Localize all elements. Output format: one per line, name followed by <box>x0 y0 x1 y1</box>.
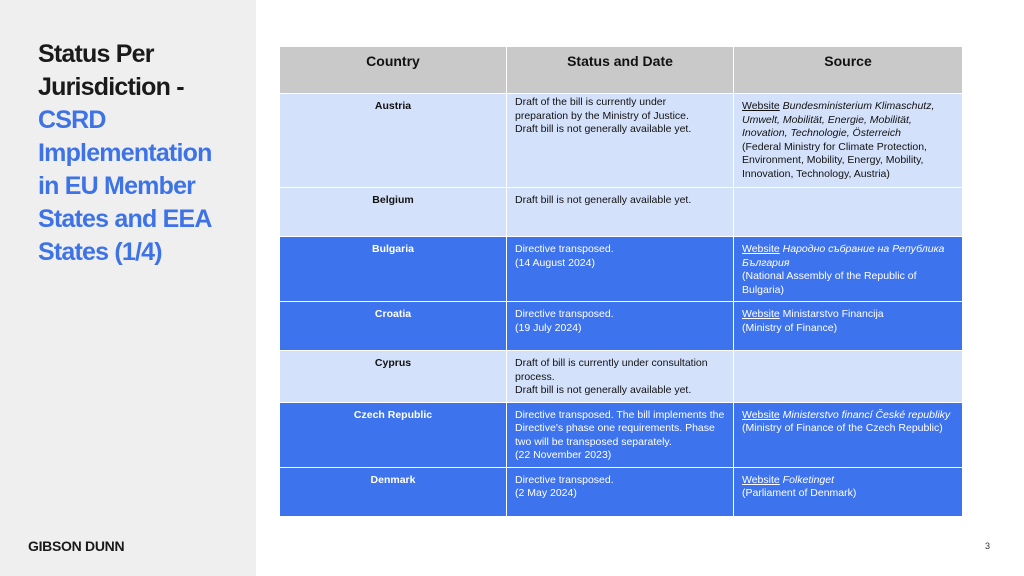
source-cell <box>734 237 963 302</box>
title-line-4: Implementation <box>38 139 212 167</box>
table-header-row <box>280 47 963 94</box>
title-line-6: States and EEA <box>38 205 212 233</box>
source-note: (National Assembly of the Republic of Bulgaria) <box>742 270 917 296</box>
title-line-1: Status Per <box>38 40 154 68</box>
table-row <box>280 402 963 467</box>
status-text: (22 November 2023) <box>515 449 612 461</box>
title-line-3: CSRD <box>38 106 106 134</box>
status-text: Directive transposed. The bill implements the Directive's phase one requirements. Phase two will be transposed separately. <box>515 408 725 448</box>
status-text: Draft bill is not generally available yet. <box>515 384 692 396</box>
source-note: (Ministry of Finance of the Czech Republic) <box>742 422 943 434</box>
jurisdiction-status-table <box>279 46 963 517</box>
table-row <box>280 467 963 516</box>
status-text: preparation by the Ministry of Justice. <box>515 109 689 122</box>
source-link[interactable]: Website <box>742 100 780 112</box>
status-text: Directive transposed. <box>515 308 614 320</box>
table-row <box>280 94 963 188</box>
sidebar-panel <box>0 0 256 576</box>
country-cell: Czech Republic <box>280 402 507 467</box>
source-cell <box>734 94 963 188</box>
table-row <box>280 351 963 403</box>
source-cell <box>734 188 963 237</box>
source-name: Ministerstvo financí České republiky <box>782 408 951 421</box>
country-cell: Denmark <box>280 467 507 516</box>
status-cell <box>507 402 734 467</box>
status-cell <box>507 94 734 188</box>
status-text: Draft of bill is currently under consultation process. <box>515 357 708 383</box>
status-text: Directive transposed. <box>515 473 614 486</box>
status-cell <box>507 351 734 403</box>
source-cell <box>734 467 963 516</box>
status-text: Directive transposed. <box>515 243 614 255</box>
source-note: (Federal Ministry for Climate Protection, Environment, Mobility, Energy, Mobility, Innovation, Technology, Austria) <box>742 140 927 180</box>
status-text: (19 July 2024) <box>515 321 582 334</box>
title-line-5: in EU Member <box>38 172 196 200</box>
table-row <box>280 237 963 302</box>
status-text: (14 August 2024) <box>515 256 595 269</box>
source-note: (Parliament of Denmark) <box>742 487 857 499</box>
status-text: (2 May 2024) <box>515 487 577 499</box>
source-name: Народно събрание на Република България <box>742 243 945 269</box>
source-cell <box>734 402 963 467</box>
page-title <box>38 38 243 269</box>
source-link[interactable]: Website <box>742 243 780 255</box>
source-name: Folketinget <box>782 473 835 486</box>
status-text: Draft of the bill is currently under <box>515 96 667 108</box>
status-text: Draft bill is not generally available yet. <box>515 123 692 135</box>
header-source: Source <box>734 47 963 94</box>
table-row <box>280 302 963 351</box>
country-cell: Croatia <box>280 302 507 351</box>
source-link[interactable]: Website <box>742 308 780 320</box>
source-note: (Ministry of Finance) <box>742 321 838 334</box>
country-cell: Belgium <box>280 188 507 237</box>
source-cell <box>734 351 963 403</box>
source-link[interactable]: Website <box>742 473 780 486</box>
source-cell <box>734 302 963 351</box>
header-country: Country <box>280 47 507 94</box>
header-status: Status and Date <box>507 47 734 94</box>
title-line-7: States (1/4) <box>38 238 162 266</box>
status-cell <box>507 302 734 351</box>
source-link[interactable]: Website <box>742 408 780 421</box>
status-cell <box>507 237 734 302</box>
status-text: Draft bill is not generally available yet. <box>515 194 692 206</box>
country-cell: Austria <box>280 94 507 188</box>
page-number: 3 <box>985 541 991 551</box>
country-cell: Cyprus <box>280 351 507 403</box>
status-cell <box>507 467 734 516</box>
status-cell <box>507 188 734 237</box>
brand-logo-text: GIBSON DUNN <box>28 538 125 554</box>
source-name: Ministarstvo Financija <box>782 308 884 320</box>
source-name: Bundesministerium Klimaschutz, Umwelt, Mobilität, Energie, Mobilität, Inovation, Technologie, Österreich <box>742 100 935 139</box>
title-line-2: Jurisdiction - <box>38 73 184 101</box>
country-cell: Bulgaria <box>280 237 507 302</box>
table-row <box>280 188 963 237</box>
